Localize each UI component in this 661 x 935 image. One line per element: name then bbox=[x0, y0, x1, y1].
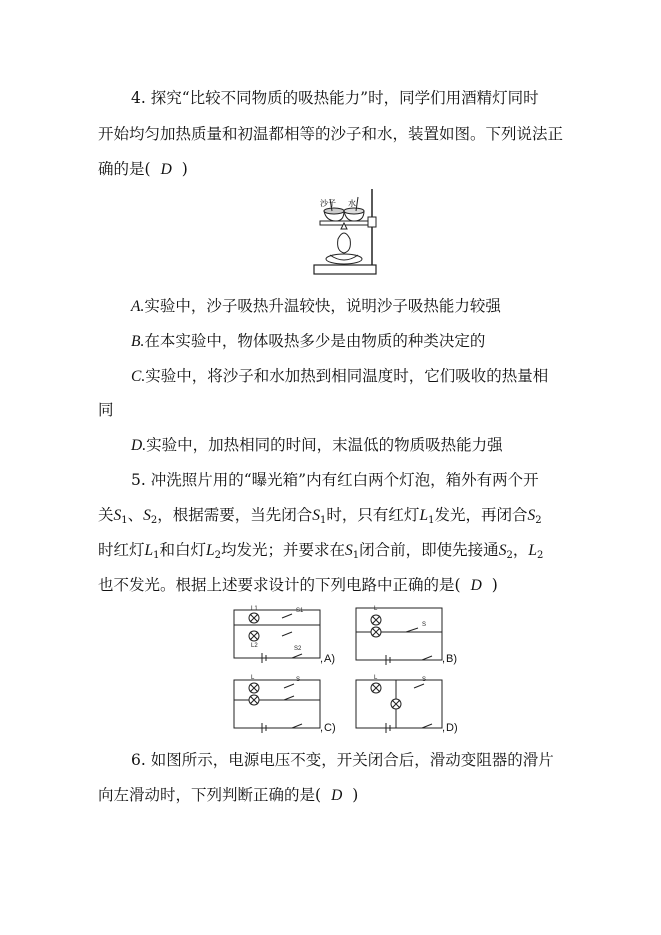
q5-t: ，根据需要，当先闭合 bbox=[157, 506, 313, 524]
q5-answer: D bbox=[470, 577, 482, 594]
clamp bbox=[368, 217, 376, 227]
q5-s: S bbox=[113, 507, 122, 524]
q6-answer: D bbox=[331, 787, 343, 804]
option-a-letter: A. bbox=[131, 298, 145, 315]
q5-sub: 2 bbox=[506, 550, 513, 561]
circuit-a-comma: , bbox=[320, 653, 324, 665]
q5-circuits-figure bbox=[226, 600, 466, 740]
option-d-text: 实验中，加热相同的时间，末温低的物质吸热能力强 bbox=[146, 436, 503, 454]
option-c-text: 实验中，将沙子和水加热到相同温度时，它们吸收的热量相 bbox=[145, 367, 549, 385]
q5-l: L bbox=[528, 542, 537, 559]
circuit-d-l: L bbox=[374, 675, 378, 681]
q4-option-d bbox=[131, 435, 503, 456]
q5-sub: 2 bbox=[150, 515, 158, 526]
q5-stem-end: 也不发光。根据上述要求设计的下列电路中正确的是( bbox=[98, 576, 461, 594]
q4-line-1 bbox=[131, 88, 539, 108]
option-b-text: 在本实验中，物体吸热多少是由物质的种类决定的 bbox=[144, 332, 486, 350]
q5-l: L bbox=[419, 507, 429, 524]
q4-option-c bbox=[131, 366, 548, 387]
q5-sub: 1 bbox=[352, 550, 360, 561]
circuit-a-l2: L2 bbox=[251, 643, 258, 649]
circuit-c-label: C) bbox=[324, 722, 336, 734]
q5-line-1 bbox=[131, 470, 539, 490]
option-a-text: 实验中，沙子吸热升温较快，说明沙子吸热能力较强 bbox=[144, 297, 501, 315]
q5-s: S bbox=[498, 542, 507, 559]
q4-answer: D bbox=[160, 161, 172, 178]
q4-text-1: 探究“比较不同物质的吸热能力”时，同学们用酒精灯同时 bbox=[150, 89, 539, 107]
circuit-c bbox=[234, 680, 320, 733]
q4-option-c-cont: 同 bbox=[98, 401, 114, 419]
q5-t: 闭合前，即使先接通 bbox=[359, 541, 499, 559]
q5-t: 发光，再闭合 bbox=[434, 506, 528, 524]
circuit-d-comma: , bbox=[442, 722, 446, 734]
circuit-a bbox=[234, 610, 320, 663]
q4-apparatus-figure bbox=[308, 185, 380, 281]
circuit-b bbox=[356, 608, 442, 665]
q5-number: 5. bbox=[131, 471, 146, 489]
q5-sub: 1 bbox=[153, 550, 160, 561]
circuit-a-s2: S2 bbox=[294, 646, 302, 652]
circuit-c-comma: , bbox=[320, 722, 324, 734]
circuit-d-s: S bbox=[422, 677, 427, 683]
q6-close-paren: ) bbox=[352, 786, 359, 804]
q5-s: S bbox=[345, 542, 353, 559]
q6-number: 6. bbox=[131, 751, 146, 769]
circuit-b-comma: , bbox=[442, 653, 446, 665]
q5-line-3 bbox=[98, 540, 543, 566]
q5-line-4 bbox=[98, 575, 498, 596]
q5-sub: 2 bbox=[536, 550, 544, 561]
q4-close-paren: ) bbox=[181, 160, 188, 178]
circuit-b-label: B) bbox=[446, 653, 457, 665]
q5-t: 时，只有红灯 bbox=[326, 506, 420, 524]
option-c-letter: C. bbox=[131, 368, 146, 385]
q5-sub: 2 bbox=[535, 515, 542, 526]
stand-base bbox=[314, 265, 376, 274]
circuit-d bbox=[356, 680, 442, 733]
q5-sub: 1 bbox=[428, 515, 435, 526]
q5-l: L bbox=[206, 542, 215, 559]
circuit-a-label: A) bbox=[324, 653, 335, 665]
q5-text-1: 冲洗照片用的“曝光箱”内有红白两个灯泡，箱外有两个开 bbox=[150, 471, 539, 489]
q5-close-paren: ) bbox=[491, 576, 498, 594]
option-b-letter: B. bbox=[131, 333, 145, 350]
q5-t: 时红灯 bbox=[98, 541, 145, 559]
circuit-c-s: S bbox=[296, 677, 301, 683]
q5-s: S bbox=[527, 507, 536, 524]
q5-l: L bbox=[144, 542, 154, 559]
q5-t: 、 bbox=[127, 506, 144, 524]
option-d-letter: D. bbox=[131, 437, 147, 454]
circuit-b-l: L bbox=[374, 606, 378, 612]
q5-sub: 2 bbox=[214, 550, 222, 561]
circuit-a-s1: S1 bbox=[296, 608, 304, 614]
alcohol-lamp bbox=[338, 233, 351, 253]
circuit-a-l1: L1 bbox=[251, 606, 258, 612]
q6-line-2 bbox=[98, 785, 358, 806]
q5-s: S bbox=[143, 507, 151, 524]
q5-t: 均发光；并要求在 bbox=[221, 541, 346, 559]
label-sand: 沙子 bbox=[320, 199, 336, 208]
q4-line-2: 开始均匀加热质量和初温都相等的沙子和水，装置如图。下列说法正 bbox=[98, 125, 564, 143]
q6-stem-end: 向左滑动时，下列判断正确的是( bbox=[98, 786, 322, 804]
q4-number: 4. bbox=[131, 89, 146, 107]
q4-option-b bbox=[131, 331, 485, 352]
q6-line-1 bbox=[131, 750, 554, 770]
sand-surface bbox=[324, 208, 344, 214]
q5-sub: 1 bbox=[320, 515, 327, 526]
q5-t: 和白灯 bbox=[159, 541, 207, 559]
label-water: 水 bbox=[348, 199, 356, 208]
q5-line-2 bbox=[98, 505, 542, 531]
q5-sub: 1 bbox=[121, 515, 128, 526]
q4-stem-end: 确的是( bbox=[98, 160, 151, 178]
q4-option-a bbox=[131, 296, 501, 317]
q5-s: S bbox=[312, 507, 321, 524]
q6-text-1: 如图所示，电源电压不变，开关闭合后，滑动变阻器的滑片 bbox=[150, 751, 554, 769]
circuit-b-s: S bbox=[422, 622, 427, 628]
q5-t: ， bbox=[512, 541, 529, 559]
circuit-d-label: D) bbox=[446, 722, 458, 734]
q5-t: 关 bbox=[98, 506, 114, 524]
circuit-c-l: L bbox=[251, 675, 255, 681]
water-surface bbox=[344, 208, 364, 214]
q4-line-3 bbox=[98, 159, 188, 180]
